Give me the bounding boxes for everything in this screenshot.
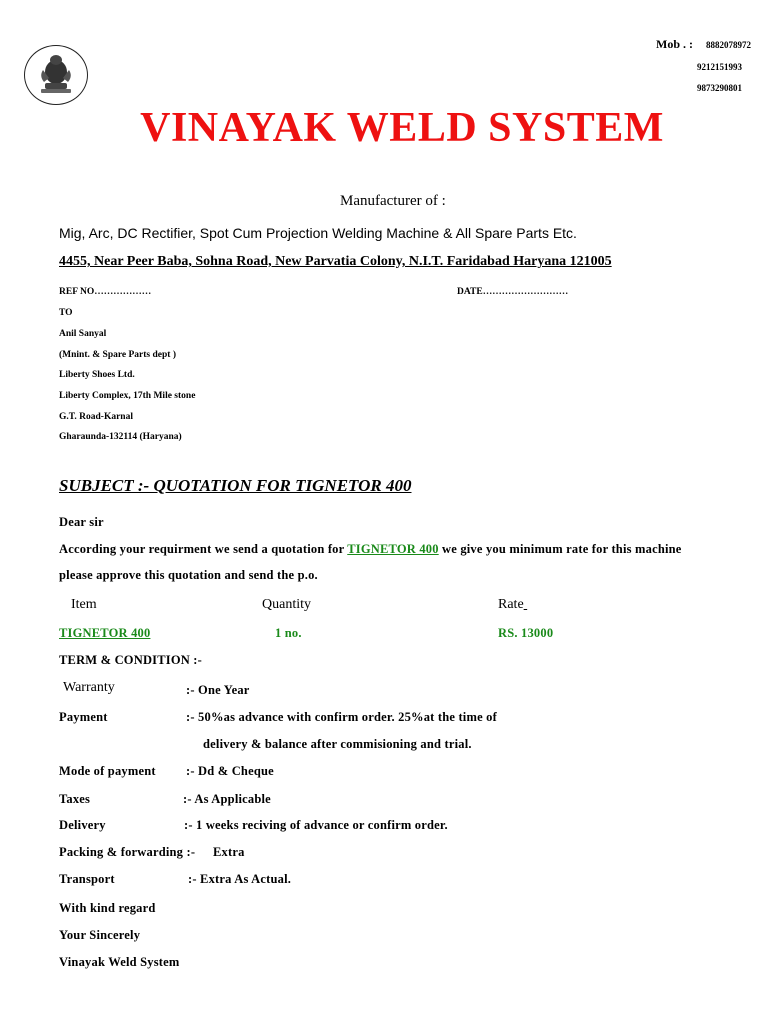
recipient-line: Anil Sanyal (59, 329, 107, 339)
date-field: DATE……………………… (457, 287, 569, 297)
term-label-transport: Transport (59, 872, 115, 886)
column-header-quantity: Quantity (262, 597, 311, 612)
ref-number: REF NO……………… (59, 287, 152, 297)
recipient-line: Liberty Complex, 17th Mile stone (59, 391, 196, 401)
body-paragraph (59, 542, 682, 557)
mobile-label: Mob . : (656, 37, 693, 51)
term-value-packing: Extra (213, 845, 245, 859)
recipient-line: G.T. Road-Karnal (59, 412, 133, 422)
term-value-mode-of-payment: :- Dd & Cheque (186, 764, 274, 778)
term-label-mode-of-payment: Mode of payment (59, 764, 156, 778)
column-header-item: Item (71, 597, 97, 612)
term-value-payment: :- 50%as advance with confirm order. 25%at the time of (186, 710, 497, 724)
phone-number-3: 9873290801 (697, 83, 742, 93)
term-value-payment-cont: delivery & balance after commisioning and trial. (203, 737, 472, 751)
ganesha-emblem-icon (25, 46, 87, 104)
recipient-line: Liberty Shoes Ltd. (59, 370, 135, 380)
signature-company: Vinayak Weld System (59, 955, 180, 969)
terms-heading: TERM & CONDITION :- (59, 653, 203, 667)
term-label-payment: Payment (59, 710, 108, 724)
term-label-warranty: Warranty (63, 680, 115, 695)
recipient-to: TO (59, 308, 73, 318)
term-label-taxes: Taxes (59, 792, 91, 806)
subject-line: SUBJECT :- QUOTATION FOR TIGNETOR 400 (59, 476, 412, 495)
company-logo (24, 45, 88, 105)
product-link[interactable]: TIGNETOR 400 (347, 542, 439, 556)
manufacturer-label: Manufacturer of : (340, 193, 446, 209)
term-value-transport: :- Extra As Actual. (188, 872, 292, 886)
greeting: Dear sir (59, 515, 104, 529)
product-list: Mig, Arc, DC Rectifier, Spot Cum Projection Welding Machine & All Spare Parts Etc. (59, 225, 577, 241)
term-label-packing: Packing & forwarding :- (59, 845, 196, 859)
body-text: we give you minimum rate for this machine (438, 542, 682, 556)
closing-line: With kind regard (59, 901, 156, 915)
closing-line: Your Sincerely (59, 928, 141, 942)
company-name: VINAYAK WELD SYSTEM (140, 105, 664, 151)
column-header-rate: Rate (498, 597, 524, 612)
term-value-taxes: :- As Applicable (183, 792, 271, 806)
recipient-line: Gharaunda-132114 (Haryana) (59, 432, 182, 442)
company-address: 4455, Near Peer Baba, Sohna Road, New Parvatia Colony, N.I.T. Faridabad Haryana 121005 (59, 254, 612, 269)
phone-number-2: 9212151993 (697, 62, 742, 72)
recipient-line: (Mnint. & Spare Parts dept ) (59, 350, 176, 360)
term-value-delivery: :- 1 weeks reciving of advance or confirm order. (184, 818, 448, 832)
item-cell[interactable]: TIGNETOR 400 (59, 626, 151, 640)
quantity-cell: 1 no. (275, 626, 302, 640)
body-text: According your requirment we send a quotation for (59, 542, 348, 556)
rate-cell: RS. 13000 (498, 626, 554, 640)
term-value-warranty: :- One Year (186, 683, 250, 697)
phone-number-1: 8882078972 (706, 40, 751, 50)
body-paragraph: please approve this quotation and send the p.o. (59, 568, 318, 582)
term-label-delivery: Delivery (59, 818, 106, 832)
